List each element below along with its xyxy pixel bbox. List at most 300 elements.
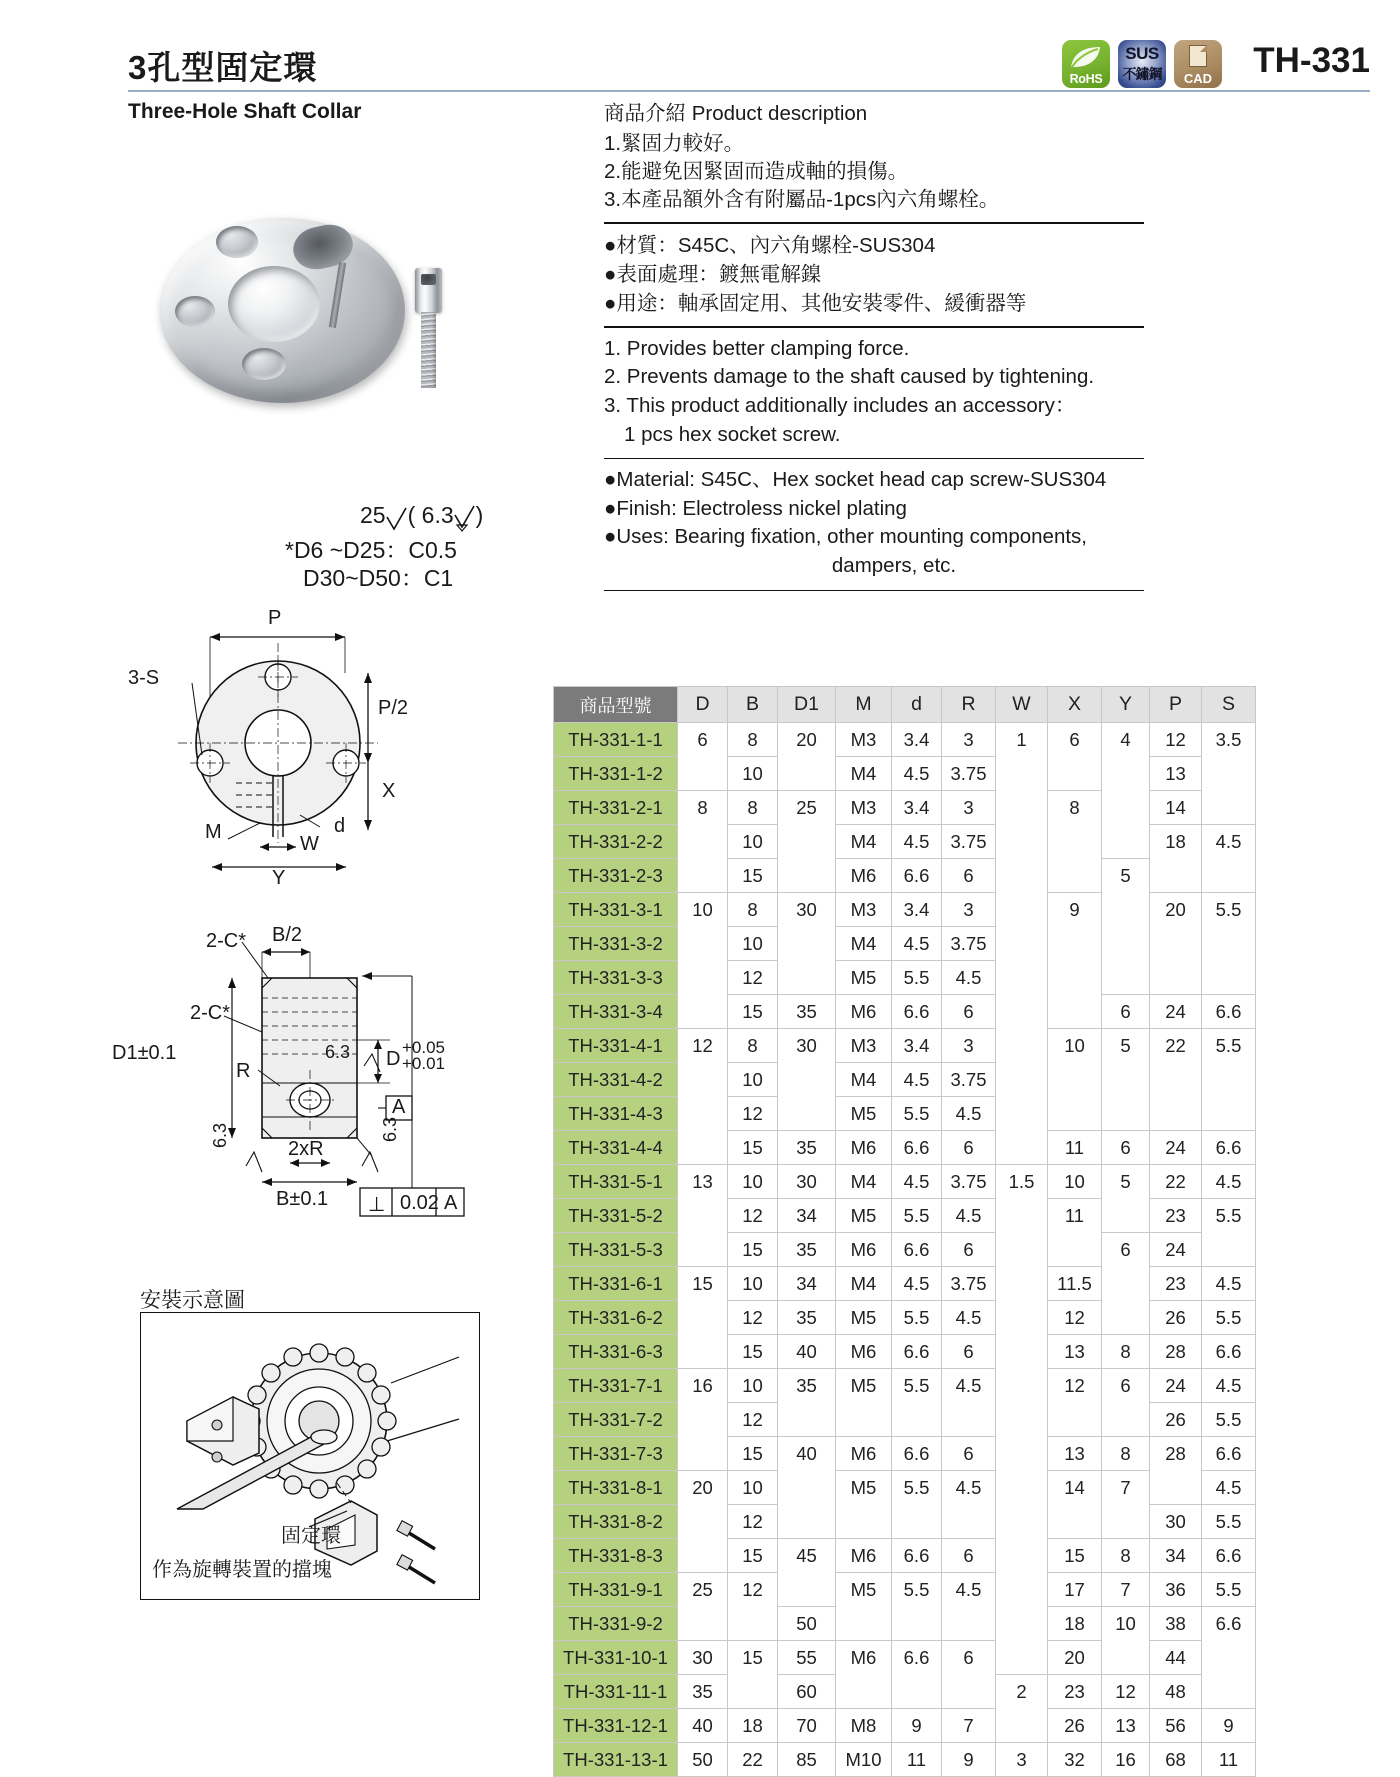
front-label-p: P	[268, 607, 282, 629]
cell-s: 6.6	[1202, 1131, 1256, 1165]
cell-b: 12	[728, 1505, 778, 1539]
cell-b: 15	[728, 859, 778, 893]
cell-d1: 35	[778, 1301, 836, 1335]
cell-model: TH-331-3-2	[554, 927, 678, 961]
cell-d: 6.6	[892, 1233, 942, 1267]
cell-d1: 50	[778, 1607, 836, 1641]
cell-d	[678, 757, 728, 791]
cell-d: 6.6	[892, 1437, 942, 1471]
col-header-m: M	[836, 687, 892, 723]
cell-b: 10	[728, 927, 778, 961]
col-header-r: R	[942, 687, 996, 723]
cell-d1	[778, 1403, 836, 1437]
cell-b: 12	[728, 1199, 778, 1233]
table-row	[554, 757, 1256, 791]
cell-x: 12	[1048, 1369, 1102, 1403]
cell-s: 5.5	[1202, 1199, 1256, 1233]
cell-b: 12	[728, 1097, 778, 1131]
cell-d: 8	[678, 791, 728, 825]
spec-zh-uses: ●用途：軸承固定用、其他安裝零件、緩衝器等	[604, 292, 1027, 316]
table-header-row	[554, 687, 1256, 723]
page-title-en: Three-Hole Shaft Collar	[128, 100, 362, 123]
cell-w: 1	[996, 723, 1048, 757]
cell-p: 34	[1150, 1539, 1202, 1573]
cell-w	[996, 893, 1048, 927]
side-label-b-tol: B±0.1	[276, 1188, 329, 1210]
cell-p: 48	[1150, 1675, 1202, 1709]
front-view-drawing	[128, 607, 480, 895]
side-label-d-tol-lower: +0.01	[402, 1054, 446, 1073]
col-header-w: W	[996, 687, 1048, 723]
cell-m: M4	[836, 1063, 892, 1097]
cell-m: M5	[836, 1369, 892, 1403]
cell-d1: 25	[778, 791, 836, 825]
front-label-x: X	[382, 780, 396, 802]
cell-s: 6.6	[1202, 995, 1256, 1029]
cell-d: 6.6	[892, 1641, 942, 1675]
cell-d	[678, 1233, 728, 1267]
cell-w	[996, 1573, 1048, 1607]
cell-s: 4.5	[1202, 1267, 1256, 1301]
table-row	[554, 1505, 1256, 1539]
cell-model: TH-331-5-2	[554, 1199, 678, 1233]
cell-d: 40	[678, 1709, 728, 1743]
cell-s: 3.5	[1202, 723, 1256, 757]
cell-model: TH-331-1-2	[554, 757, 678, 791]
description-en-item-3-cont: 1 pcs hex socket screw.	[624, 422, 841, 446]
sus-badge-line2: 不鏽鋼	[1122, 66, 1162, 82]
cell-d: 5.5	[892, 1471, 942, 1505]
side-label-chamfer-top: 2-C*	[206, 930, 247, 952]
cell-d1: 20	[778, 723, 836, 757]
cell-d: 3.4	[892, 1029, 942, 1063]
table-row	[554, 1709, 1256, 1743]
cell-b: 15	[728, 1233, 778, 1267]
cell-r: 6	[942, 1233, 996, 1267]
cell-r: 4.5	[942, 1369, 996, 1403]
table-row	[554, 1471, 1256, 1505]
cell-model: TH-331-7-1	[554, 1369, 678, 1403]
cell-d: 50	[678, 1743, 728, 1777]
cell-w	[996, 1641, 1048, 1675]
cell-b: 15	[728, 1539, 778, 1573]
cell-b: 10	[728, 1267, 778, 1301]
table-row	[554, 1369, 1256, 1403]
cell-d: 6.6	[892, 1131, 942, 1165]
cell-m	[836, 1403, 892, 1437]
cell-b	[728, 1607, 778, 1641]
cell-r: 3	[942, 1029, 996, 1063]
cell-d1: 30	[778, 1029, 836, 1063]
cell-model: TH-331-13-1	[554, 1743, 678, 1777]
cell-s	[1202, 927, 1256, 961]
cell-w	[996, 1131, 1048, 1165]
col-header-x: X	[1048, 687, 1102, 723]
cell-s: 11	[1202, 1743, 1256, 1777]
cell-w	[996, 1233, 1048, 1267]
cell-r: 6	[942, 1641, 996, 1675]
cell-x	[1048, 1233, 1102, 1267]
cell-x: 11.5	[1048, 1267, 1102, 1301]
front-label-m: M	[205, 821, 222, 843]
cell-d: 9	[892, 1709, 942, 1743]
side-label-d1: D1±0.1	[112, 1042, 177, 1064]
cell-w	[996, 1029, 1048, 1063]
cell-y: 10	[1102, 1607, 1150, 1641]
cell-b: 15	[728, 1335, 778, 1369]
cell-d: 3.4	[892, 723, 942, 757]
cell-r: 3	[942, 791, 996, 825]
surface-finish-symbol-icon	[386, 507, 408, 531]
cell-x: 13	[1048, 1335, 1102, 1369]
cell-y	[1102, 961, 1150, 995]
side-label-gdt-symbol: ⊥	[368, 1194, 386, 1216]
cell-b: 18	[728, 1709, 778, 1743]
cell-d1: 55	[778, 1641, 836, 1675]
cell-d: 6.6	[892, 995, 942, 1029]
cell-s: 9	[1202, 1709, 1256, 1743]
cell-d1: 34	[778, 1267, 836, 1301]
cell-model: TH-331-2-3	[554, 859, 678, 893]
cell-d: 5.5	[892, 1369, 942, 1403]
table-row	[554, 1165, 1256, 1199]
cell-y	[1102, 893, 1150, 927]
cell-r: 7	[942, 1709, 996, 1743]
cell-d	[678, 1199, 728, 1233]
finish-paren-close: )	[475, 502, 484, 528]
cell-s	[1202, 791, 1256, 825]
cell-m: M5	[836, 1471, 892, 1505]
cell-y: 12	[1102, 1675, 1150, 1709]
side-label-ra63-right: 6.3	[380, 1116, 400, 1142]
specification-table	[553, 686, 1256, 1777]
cell-d	[678, 1437, 728, 1471]
cell-d: 4.5	[892, 927, 942, 961]
cell-y: 6	[1102, 1369, 1150, 1403]
cell-b: 8	[728, 893, 778, 927]
table-row	[554, 1097, 1256, 1131]
cell-y	[1102, 1301, 1150, 1335]
cell-b: 10	[728, 1165, 778, 1199]
cell-s	[1202, 1675, 1256, 1709]
cell-p	[1150, 961, 1202, 995]
cell-d1: 40	[778, 1335, 836, 1369]
cell-w	[996, 961, 1048, 995]
description-en-item-1: 1. Provides better clamping force.	[604, 336, 910, 360]
screw-thread	[421, 312, 436, 388]
cell-m: M4	[836, 927, 892, 961]
cell-m: M5	[836, 1097, 892, 1131]
install-diagram-title: 安裝示意圖	[140, 1289, 245, 1312]
cell-x: 18	[1048, 1607, 1102, 1641]
table-row	[554, 859, 1256, 893]
table-row	[554, 1029, 1256, 1063]
cell-d1	[778, 825, 836, 859]
product-photo	[150, 210, 470, 420]
cell-m: M3	[836, 893, 892, 927]
cell-b: 10	[728, 825, 778, 859]
cell-x	[1048, 757, 1102, 791]
cell-p: 26	[1150, 1403, 1202, 1437]
description-heading: 商品介紹 Product description	[604, 102, 868, 125]
spec-en-uses: ●Uses: Bearing fixation, other mounting components,	[604, 525, 1088, 549]
cell-m: M6	[836, 1539, 892, 1573]
cell-r: 6	[942, 1539, 996, 1573]
cell-model: TH-331-7-2	[554, 1403, 678, 1437]
screw-icon	[397, 1521, 435, 1583]
surface-finish-note	[360, 502, 483, 533]
cell-x	[1048, 1063, 1102, 1097]
cell-w	[996, 1471, 1048, 1505]
cell-d	[678, 1539, 728, 1573]
chamfer-note	[285, 537, 457, 592]
description-zh-item-1: 1.緊固力較好。	[604, 132, 745, 155]
cell-d	[678, 927, 728, 961]
cell-w	[996, 825, 1048, 859]
cell-d1	[778, 961, 836, 995]
divider-3	[604, 458, 1144, 460]
side-label-gdt-datum: A	[444, 1192, 458, 1214]
cell-d1: 85	[778, 1743, 836, 1777]
cell-p: 30	[1150, 1505, 1202, 1539]
cell-d1: 60	[778, 1675, 836, 1709]
cell-model: TH-331-9-1	[554, 1573, 678, 1607]
cell-d1	[778, 1505, 836, 1539]
cell-r: 4.5	[942, 1097, 996, 1131]
cell-p	[1150, 927, 1202, 961]
cell-d1: 30	[778, 893, 836, 927]
spec-en-material: ●Material: S45C、Hex socket head cap screw-SUS304	[604, 468, 1107, 492]
cell-y	[1102, 1641, 1150, 1675]
cell-y: 8	[1102, 1335, 1150, 1369]
cell-s: 6.6	[1202, 1607, 1256, 1641]
table-row	[554, 1301, 1256, 1335]
cell-d: 3.4	[892, 791, 942, 825]
side-label-gdt-value: 0.02	[400, 1192, 439, 1214]
cell-y: 4	[1102, 723, 1150, 757]
cell-y: 8	[1102, 1539, 1150, 1573]
cell-d: 4.5	[892, 1165, 942, 1199]
cell-w	[996, 1505, 1048, 1539]
col-header-d: D	[678, 687, 728, 723]
cell-model: TH-331-3-1	[554, 893, 678, 927]
cell-y: 6	[1102, 1131, 1150, 1165]
col-header-b: B	[728, 687, 778, 723]
table-row	[554, 1335, 1256, 1369]
cell-s: 5.5	[1202, 1301, 1256, 1335]
cell-x: 23	[1048, 1675, 1102, 1709]
cell-model: TH-331-8-2	[554, 1505, 678, 1539]
cell-d: 5.5	[892, 1573, 942, 1607]
header-divider	[128, 90, 1370, 92]
cell-p: 22	[1150, 1165, 1202, 1199]
cell-x	[1048, 1097, 1102, 1131]
cell-b: 15	[728, 1641, 778, 1675]
cell-x: 14	[1048, 1471, 1102, 1505]
cell-s	[1202, 859, 1256, 893]
cell-model: TH-331-9-2	[554, 1607, 678, 1641]
cell-y: 16	[1102, 1743, 1150, 1777]
cell-d1	[778, 1573, 836, 1607]
cell-m: M4	[836, 757, 892, 791]
side-label-datum-a: A	[392, 1096, 406, 1118]
cell-p: 23	[1150, 1199, 1202, 1233]
cell-d: 15	[678, 1267, 728, 1301]
cell-r	[942, 1607, 996, 1641]
cell-s: 4.5	[1202, 825, 1256, 859]
cell-model: TH-331-4-1	[554, 1029, 678, 1063]
cell-y	[1102, 1097, 1150, 1131]
description-zh-item-3: 3.本產品額外含有附屬品-1pcs內六角螺栓。	[604, 188, 1000, 212]
cell-d1	[778, 1097, 836, 1131]
cell-s: 5.5	[1202, 1403, 1256, 1437]
cell-s: 4.5	[1202, 1471, 1256, 1505]
cad-badge	[1174, 40, 1222, 88]
cell-m: M6	[836, 1335, 892, 1369]
side-label-r: R	[236, 1060, 251, 1082]
cell-r: 6	[942, 995, 996, 1029]
cell-x: 6	[1048, 723, 1102, 757]
cell-m: M8	[836, 1709, 892, 1743]
cell-y	[1102, 1505, 1150, 1539]
product-code: TH-331	[1253, 41, 1370, 80]
cell-r: 3	[942, 723, 996, 757]
cell-p: 68	[1150, 1743, 1202, 1777]
cell-m: M5	[836, 961, 892, 995]
cell-y	[1102, 1063, 1150, 1097]
cell-model: TH-331-4-2	[554, 1063, 678, 1097]
cell-b: 12	[728, 961, 778, 995]
chamfer-note-line2: D30~D50：C1	[303, 564, 454, 591]
cell-b	[728, 1675, 778, 1709]
cell-m: M4	[836, 825, 892, 859]
cell-m	[836, 1675, 892, 1709]
cell-model: TH-331-2-2	[554, 825, 678, 859]
cell-y	[1102, 1199, 1150, 1233]
table-row	[554, 791, 1256, 825]
finish-paren-open: (	[407, 502, 416, 528]
cell-s	[1202, 1097, 1256, 1131]
cell-p: 18	[1150, 825, 1202, 859]
cell-x: 9	[1048, 893, 1102, 927]
certification-badges	[1062, 40, 1222, 88]
table-row	[554, 1539, 1256, 1573]
cell-x: 12	[1048, 1301, 1102, 1335]
cell-d: 30	[678, 1641, 728, 1675]
cell-r	[942, 1403, 996, 1437]
cell-w	[996, 1437, 1048, 1471]
cell-w	[996, 1063, 1048, 1097]
cell-w	[996, 1301, 1048, 1335]
cell-d: 4.5	[892, 757, 942, 791]
cell-model: TH-331-6-3	[554, 1335, 678, 1369]
cell-m: M10	[836, 1743, 892, 1777]
cell-r: 6	[942, 859, 996, 893]
cell-m: M4	[836, 1267, 892, 1301]
cell-y	[1102, 757, 1150, 791]
divider-2	[604, 326, 1144, 328]
cell-m: M3	[836, 1029, 892, 1063]
col-header-d1: D1	[778, 687, 836, 723]
cell-r: 3.75	[942, 1165, 996, 1199]
cell-w	[996, 791, 1048, 825]
cell-w	[996, 1709, 1048, 1743]
divider-4	[604, 590, 1144, 592]
finish-secondary-value: 6.3	[421, 502, 454, 528]
cell-model: TH-331-8-1	[554, 1471, 678, 1505]
cell-w	[996, 1539, 1048, 1573]
table-row	[554, 893, 1256, 927]
cell-b: 10	[728, 757, 778, 791]
cell-x	[1048, 859, 1102, 893]
cell-m	[836, 1607, 892, 1641]
cell-x: 10	[1048, 1029, 1102, 1063]
cell-s: 5.5	[1202, 1029, 1256, 1063]
cell-b: 8	[728, 791, 778, 825]
cell-d1	[778, 757, 836, 791]
cell-p: 24	[1150, 1131, 1202, 1165]
cell-x: 20	[1048, 1641, 1102, 1675]
cell-d1: 35	[778, 1131, 836, 1165]
cell-s: 5.5	[1202, 1505, 1256, 1539]
cell-s: 4.5	[1202, 1165, 1256, 1199]
cell-y	[1102, 927, 1150, 961]
cell-d: 20	[678, 1471, 728, 1505]
cell-y	[1102, 825, 1150, 859]
cell-b: 10	[728, 1369, 778, 1403]
cell-w: 1.5	[996, 1165, 1048, 1199]
page-title-zh: 3孔型固定環	[128, 49, 318, 86]
spec-zh-finish: ●表面處理：鍍無電解鎳	[604, 262, 822, 286]
cell-r: 4.5	[942, 1573, 996, 1607]
cell-d	[892, 1675, 942, 1709]
cell-m: M5	[836, 1199, 892, 1233]
cell-r: 9	[942, 1743, 996, 1777]
cell-d1: 35	[778, 1233, 836, 1267]
cell-r: 3	[942, 893, 996, 927]
cell-r: 4.5	[942, 1199, 996, 1233]
cell-w	[996, 859, 1048, 893]
cell-s	[1202, 1233, 1256, 1267]
cell-d: 16	[678, 1369, 728, 1403]
cell-d: 25	[678, 1573, 728, 1607]
table-row	[554, 1607, 1256, 1641]
cell-s: 5.5	[1202, 1573, 1256, 1607]
cell-p	[1150, 1097, 1202, 1131]
cell-m: M6	[836, 1233, 892, 1267]
table-row	[554, 961, 1256, 995]
install-caption-collar: 固定環	[281, 1525, 341, 1547]
side-label-2xr: 2xR	[288, 1138, 324, 1160]
cell-d	[678, 1505, 728, 1539]
cell-p: 14	[1150, 791, 1202, 825]
table-row	[554, 1573, 1256, 1607]
table-row	[554, 1437, 1256, 1471]
cell-r: 6	[942, 1335, 996, 1369]
cell-r: 4.5	[942, 1471, 996, 1505]
cell-r: 3.75	[942, 757, 996, 791]
cell-model: TH-331-5-1	[554, 1165, 678, 1199]
cell-d: 3.4	[892, 893, 942, 927]
spec-zh-material: ●材質：S45C、內六角螺栓-SUS304	[604, 233, 936, 257]
cell-p: 12	[1150, 723, 1202, 757]
cell-d1: 30	[778, 1165, 836, 1199]
cell-r: 6	[942, 1131, 996, 1165]
side-view-drawing	[112, 920, 480, 1220]
cell-model: TH-331-4-3	[554, 1097, 678, 1131]
hex-socket-screw	[406, 268, 456, 398]
cell-d: 10	[678, 893, 728, 927]
